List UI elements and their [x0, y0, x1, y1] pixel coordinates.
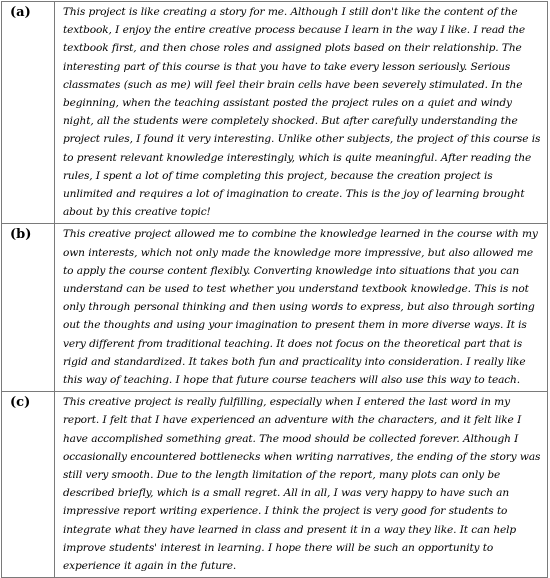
- responses-document: [1, 1, 549, 573]
- response-row-a: [2, 2, 548, 224]
- responses-table: [1, 1, 548, 578]
- response-cell-b: [55, 224, 548, 392]
- response-row-c: [2, 392, 548, 578]
- response-text-a: This project is like creating a story for me. Although I still don't like the content of the textbook, I enjoy the entire creative process because I learn in the way I like. I read the textbook first, and then chose roles and assigned plots based on their relationship. The interesting part of this course is that you have to take every lesson seriously. Serious classmates (such as me) will feel their brain cells have been severely stimulated. In the beginning, when the teaching assistant posted the project rules on a quiet and windy night, all the students were completely shocked. But after carefully understanding the project rules, I found it very interesting. Unlike other subjects, the project of this course is to present relevant knowledge interestingly, which is quite meaningful. After reading the rules, I spent a lot of time completing this project, because the creation project is unlimited and requires a lot of imagination to create. This is the joy of learning brought about by this creative topic!: [63, 6, 541, 219]
- response-label-a: (a): [2, 2, 55, 224]
- response-text-c: This creative project is really fulfilling, especially when I entered the last word in my report. I felt that I have experienced an adventure with the characters, and it felt like I have accomplished something great. The mood should be collected forever. Although I occasionally encountered bottlenecks when writing narratives, the ending of the story was still very smooth. Due to the length limitation of the report, many plots can only be described briefly, which is a small regret. All in all, I was very happy to have such an impressive report writing experience. I think the project is very good for students to integrate what they have learned in class and present it in a way they like. It can help improve students' interest in learning. I hope there will be such an opportunity to experience it again in the future.: [63, 396, 541, 573]
- response-cell-a: [55, 2, 548, 224]
- response-text-b: This creative project allowed me to combine the knowledge learned in the course with my own interests, which not only made the knowledge more impressive, but also allowed me to apply the course content flexibly. Converting knowledge into situations that you can understand can be used to test whether you understand textbook knowledge. This is not only through personal thinking and then using words to express, but also through sorting out the thoughts and using your imagination to present them in more diverse ways. It is very different from traditional teaching. It does not focus on the theoretical part that is rigid and standardized. It takes both fun and practicality into consideration. I really like this way of teaching. I hope that future course teachers will also use this way to teach.: [63, 228, 538, 387]
- response-label-c: (c): [2, 392, 55, 578]
- response-row-b: [2, 224, 548, 392]
- response-label-b: (b): [2, 224, 55, 392]
- response-cell-c: [55, 392, 548, 578]
